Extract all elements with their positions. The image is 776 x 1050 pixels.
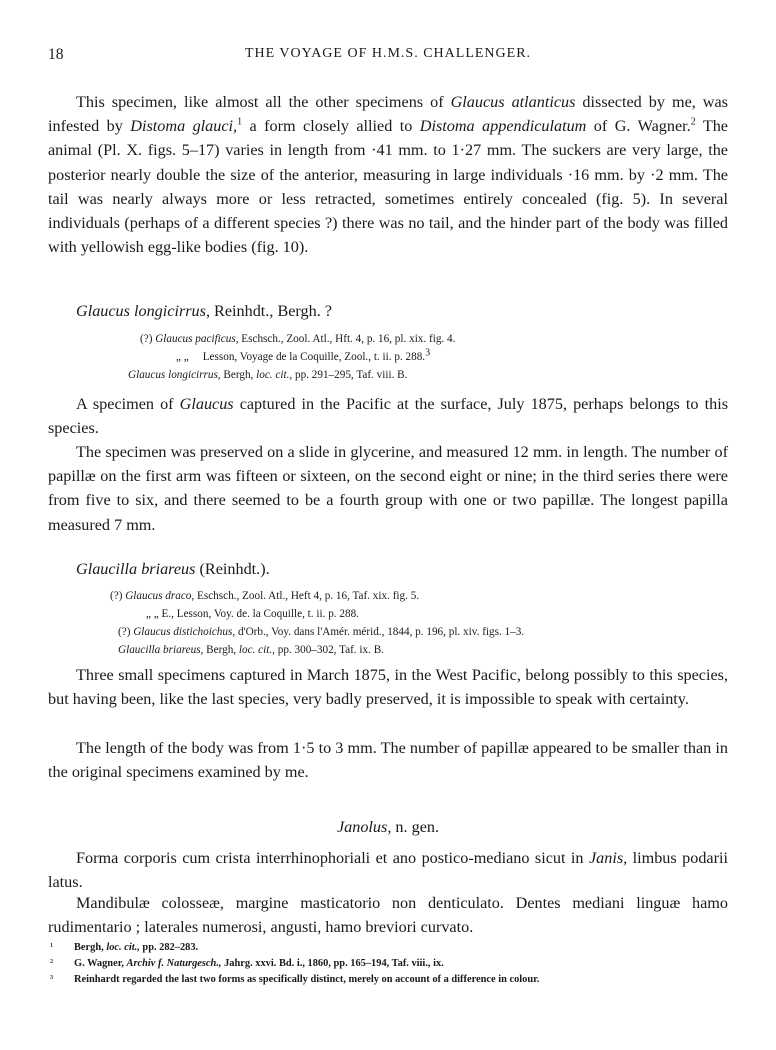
species-name: Distoma glauci,	[130, 117, 238, 136]
paragraph-distoma: This specimen, like almost all the other specimens of Glaucus atlanticus dissected by me, was infested by Distoma glauci,$^1$ a form closely allied to Distoma appendiculatum of G. Wagner.$^2$ The animal (Pl. X. figs. 5–17) varies in length from ·41 mm. to 1·27 mm. The suckers are very large, the posterior nearly double the size of the anterior, measuring in large individuals ·16 mm. by ·2 mm. The tail was nearly always more or less retracted, sometimes entirely concealed (fig. 5). In several individuals (perhaps of a different species ?) there was no tail, and the hinder part of the body was filled with yellowish egg-like bodies (fig. 10).	[48, 93, 728, 257]
genus-heading-janolus: Janolus, n. gen.	[336, 818, 440, 836]
footnote-ref: 2	[690, 116, 696, 128]
paragraph-mandibulae: Mandibulæ colosseæ, margine masticatorio non denticulato. Dentes mediani linguæ hamo rudimentario ; laterales numerosi, angusti, hamo breviori curvato.	[48, 894, 728, 937]
species-name: Glaucus atlanticus	[450, 93, 576, 111]
synonymy-list-glaucilla-briareus	[48, 587, 728, 659]
footnote-ref: 1	[237, 116, 243, 128]
synonym-line: (?) Glaucus distichoichus, d'Orb., Voy. dans l'Amér. mérid., 1844, p. 196, pl. xiv. figs. 1–3.	[118, 626, 525, 638]
footnotes	[48, 940, 728, 988]
species-heading-glaucilla-briareus: Glaucilla briareus (Reinhdt.).	[76, 560, 270, 578]
footnote-2: ² G. Wagner, Archiv f. Naturgesch., Jahrg. xxvi. Bd. i., 1860, pp. 165–194, Taf. viii., ix.	[50, 958, 444, 969]
paragraph-three-specimens: Three small specimens captured in March 1875, in the West Pacific, belong possibly to this species, but having been, like the last species, very badly preserved, it is impossible to speak with certainty.	[48, 666, 728, 709]
synonym-line: „ „ Lesson, Voyage de la Coquille, Zool., t. ii. p. 288.$^3$	[176, 347, 431, 363]
synonym-line: „ „ E., Lesson, Voy. de. la Coquille, t. ii. p. 288.	[146, 608, 359, 620]
footnote-3: ³ Reinhardt regarded the last two forms as specifically distinct, merely on account of a difference in colour.	[50, 974, 540, 985]
paragraph-specimen-description: The specimen was preserved on a slide in glycerine, and measured 12 mm. in length. The number of papillæ on the first arm was fifteen or sixteen, on the second eight or nine; in the third series there were from five to six, and there seemed to be a fourth group with one or two papillæ. The longest papilla measured 7 mm.	[48, 443, 728, 534]
synonym-line: Glaucilla briareus, Bergh, loc. cit., pp. 300–302, Taf. ix. B.	[118, 644, 384, 656]
synonymy-list-glaucus-longicirrus	[48, 330, 728, 384]
synonym-line: (?) Glaucus pacificus, Eschsch., Zool. Atl., Hft. 4, p. 16, pl. xix. fig. 4.	[140, 333, 456, 345]
species-name: Distoma appendiculatum	[419, 117, 587, 136]
paragraph-forma-corporis: Forma corporis cum crista interrhinophoriali et ano postico-mediano sicut in Janis, limbus podarii latus.	[48, 849, 728, 892]
synonym-line: (?) Glaucus draco, Eschsch., Zool. Atl., Heft 4, p. 16, Taf. xix. fig. 5.	[110, 590, 420, 602]
footnote-ref: 3	[425, 347, 431, 359]
synonym-line: Glaucus longicirrus, Bergh, loc. cit., pp. 291–295, Taf. viii. B.	[128, 369, 408, 381]
footnote-1: ¹ Bergh, loc. cit., pp. 282–283.	[50, 942, 199, 953]
running-title: THE VOYAGE OF H.M.S. CHALLENGER.	[244, 46, 532, 61]
page-header	[48, 46, 728, 68]
species-heading-glaucus-longicirrus: Glaucus longicirrus, Reinhdt., Bergh. ?	[76, 302, 332, 320]
page-number: 18	[48, 46, 64, 63]
paragraph-body-length: The length of the body was from 1·5 to 3 mm. The number of papillæ appeared to be smaller than in the original specimens examined by me.	[48, 739, 728, 782]
paragraph-specimen-capture: A specimen of Glaucus captured in the Pacific at the surface, July 1875, perhaps belongs to this species.	[48, 395, 728, 438]
